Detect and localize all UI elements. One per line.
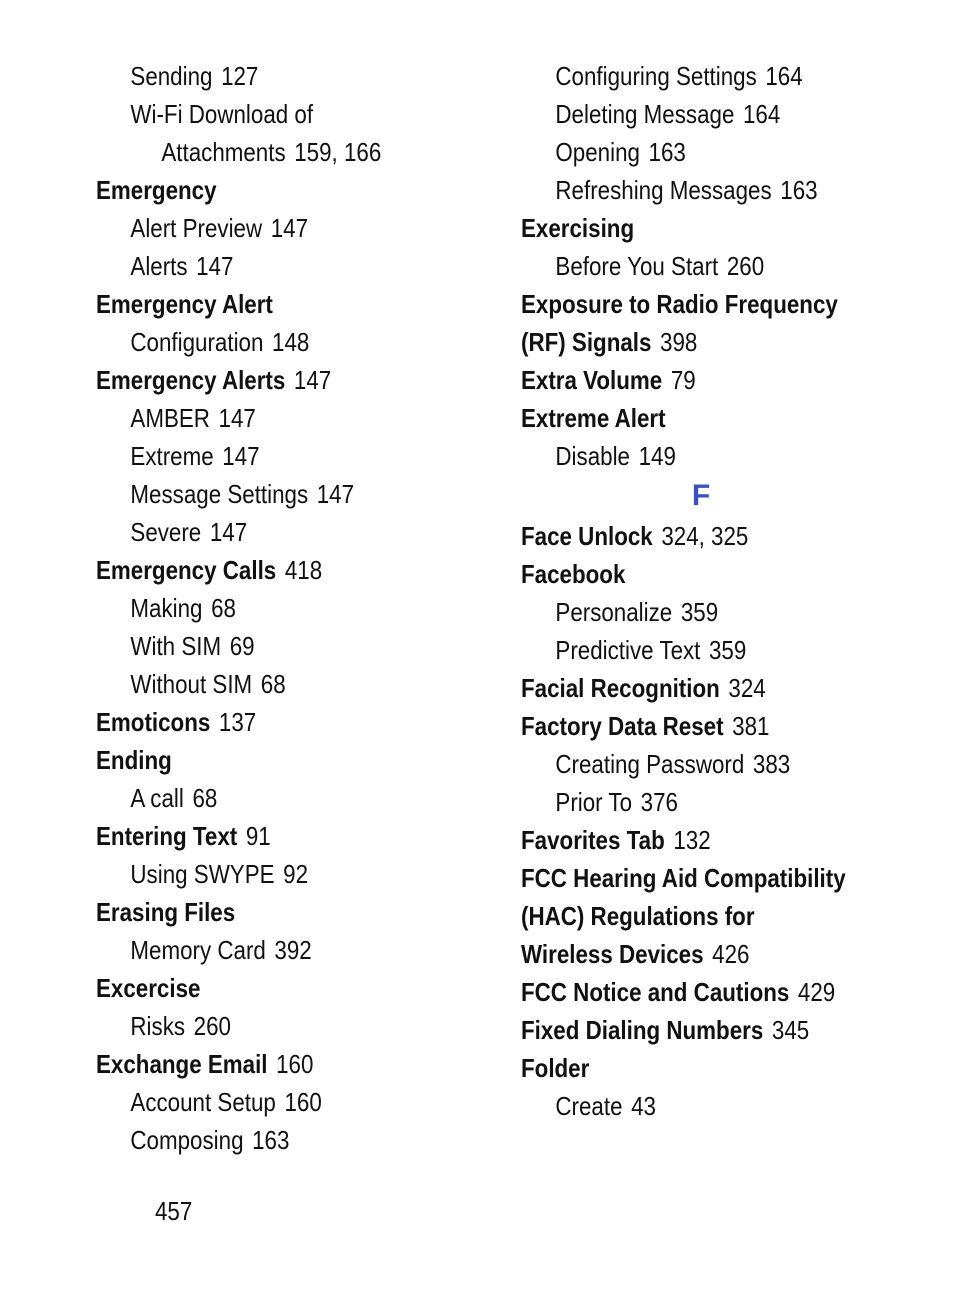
entry-term: Account Setup <box>130 1087 276 1117</box>
index-subentry <box>521 593 882 631</box>
entry-page-ref[interactable]: 260 <box>193 1011 231 1041</box>
entry-term: Face Unlock <box>521 521 653 551</box>
entry-term: Wi-Fi Download of <box>130 99 314 129</box>
entry-term: Emergency Alert <box>96 289 273 319</box>
index-entry <box>521 859 882 897</box>
entry-page-ref[interactable]: 260 <box>726 251 765 281</box>
entry-term: Creating Password <box>555 749 745 779</box>
index-entry <box>96 817 440 855</box>
index-entry <box>96 893 440 931</box>
entry-page-ref[interactable]: 398 <box>660 327 698 357</box>
entry-term: Emergency Alerts <box>96 365 286 395</box>
page-number: 457 <box>155 1196 193 1226</box>
entry-term: Composing <box>130 1125 244 1155</box>
entry-term: Prior To <box>555 787 633 817</box>
index-entry <box>521 285 882 323</box>
entry-term: Emergency <box>96 175 217 205</box>
entry-term: FCC Hearing Aid Compatibility <box>521 863 846 893</box>
index-subentry <box>521 133 882 171</box>
entry-page-ref[interactable]: 137 <box>218 707 257 737</box>
entry-term: Deleting Message <box>555 99 735 129</box>
entry-page-ref[interactable]: 159, 166 <box>294 137 382 167</box>
entry-page-ref[interactable]: 164 <box>742 99 781 129</box>
entry-term: Facebook <box>521 559 626 589</box>
index-entry <box>521 361 882 399</box>
index-subentry <box>96 855 440 893</box>
index-subentry <box>521 95 882 133</box>
entry-term: Facial Recognition <box>521 673 720 703</box>
index-entry <box>521 1011 882 1049</box>
entry-term: (HAC) Regulations for <box>521 901 755 931</box>
entry-term: Folder <box>521 1053 590 1083</box>
index-entry <box>96 741 440 779</box>
index-entry <box>521 669 882 707</box>
index-entry <box>521 821 882 859</box>
entry-term: With SIM <box>130 631 222 661</box>
index-entry <box>96 969 440 1007</box>
index-entry <box>521 897 882 935</box>
index-entry <box>96 361 440 399</box>
entry-page-ref[interactable]: 79 <box>670 365 696 395</box>
index-subentry <box>96 323 440 361</box>
index-entry <box>96 703 440 741</box>
index-subentry <box>96 589 440 627</box>
entry-page-ref[interactable]: 160 <box>284 1087 322 1117</box>
entry-page-ref[interactable]: 163 <box>648 137 686 167</box>
entry-page-ref[interactable]: 147 <box>316 479 355 509</box>
entry-page-ref[interactable]: 147 <box>222 441 260 471</box>
index-subentry <box>521 247 882 285</box>
index-subentry <box>521 745 882 783</box>
entry-page-ref[interactable]: 149 <box>638 441 676 471</box>
entry-page-ref[interactable]: 324, 325 <box>661 521 749 551</box>
entry-page-ref[interactable]: 359 <box>708 635 747 665</box>
entry-term: AMBER <box>130 403 210 433</box>
entry-term: Exercising <box>521 213 635 243</box>
entry-term: Configuring Settings <box>555 61 757 91</box>
entry-page-ref[interactable]: 147 <box>196 251 234 281</box>
entry-page-ref[interactable]: 164 <box>765 61 803 91</box>
index-subentry <box>96 931 440 969</box>
entry-term: Alerts <box>130 251 188 281</box>
index-subentry <box>521 631 882 669</box>
entry-page-ref[interactable]: 91 <box>245 821 271 851</box>
index-entry <box>521 517 882 555</box>
entry-term: Opening <box>555 137 640 167</box>
entry-term: Severe <box>130 517 202 547</box>
index-subentry <box>96 209 440 247</box>
entry-page-ref[interactable]: 426 <box>712 939 750 969</box>
index-entry <box>96 1045 440 1083</box>
entry-term: Memory Card <box>130 935 266 965</box>
entry-term: Making <box>130 593 203 623</box>
entry-term: Excercise <box>96 973 201 1003</box>
entry-term: Erasing Files <box>96 897 236 927</box>
entry-term: Without SIM <box>130 669 253 699</box>
entry-term: Exchange Email <box>96 1049 268 1079</box>
index-subentry <box>521 437 882 475</box>
entry-page-ref[interactable]: 418 <box>284 555 323 585</box>
index-entry <box>521 973 882 1011</box>
index-entry <box>96 551 440 589</box>
entry-page-ref[interactable]: 68 <box>260 669 286 699</box>
section-letter: F <box>691 479 711 512</box>
index-entry <box>521 935 882 973</box>
index-subentry <box>96 1121 440 1159</box>
index-subentry <box>96 513 440 551</box>
entry-term: Ending <box>96 745 172 775</box>
entry-page-ref[interactable]: 43 <box>631 1091 656 1121</box>
entry-term: Extra Volume <box>521 365 663 395</box>
entry-page-ref[interactable]: 148 <box>272 327 310 357</box>
entry-term: Alert Preview <box>130 213 263 243</box>
entry-page-ref[interactable]: 147 <box>293 365 332 395</box>
index-subentry <box>96 475 440 513</box>
entry-term: Personalize <box>555 597 673 627</box>
index-entry <box>521 323 882 361</box>
index-subentry <box>521 783 882 821</box>
entry-term: Configuration <box>130 327 264 357</box>
entry-page-ref[interactable]: 68 <box>192 783 218 813</box>
index-entry <box>521 209 882 247</box>
index-entry <box>96 171 440 209</box>
index-subentry <box>96 57 440 95</box>
entry-page-ref[interactable]: 160 <box>276 1049 314 1079</box>
entry-page-ref[interactable]: 127 <box>221 61 259 91</box>
index-subentry <box>96 1007 440 1045</box>
entry-page-ref[interactable]: 345 <box>771 1015 810 1045</box>
entry-page-ref[interactable]: 147 <box>209 517 248 547</box>
entry-term: Wireless Devices <box>521 939 704 969</box>
entry-term: Disable <box>555 441 630 471</box>
entry-term: Sending <box>130 61 213 91</box>
entry-term: Before You Start <box>555 251 719 281</box>
entry-term: Predictive Text <box>555 635 701 665</box>
entry-term: Using SWYPE <box>130 859 275 889</box>
index-column-left <box>96 57 496 1159</box>
index-subentry <box>521 171 882 209</box>
index-subentry <box>521 1087 882 1125</box>
entry-term: Create <box>555 1091 623 1121</box>
entry-page-ref[interactable]: 163 <box>780 175 818 205</box>
index-subentry <box>96 437 440 475</box>
entry-term: Attachments <box>161 137 286 167</box>
index-subentry <box>96 627 440 665</box>
entry-term: Fixed Dialing Numbers <box>521 1015 764 1045</box>
entry-page-ref[interactable]: 147 <box>218 403 256 433</box>
index-entry <box>96 285 440 323</box>
entry-page-ref[interactable]: 429 <box>797 977 836 1007</box>
index-subentry <box>521 57 882 95</box>
entry-term: Factory Data Reset <box>521 711 724 741</box>
entry-page-ref[interactable]: 132 <box>673 825 711 855</box>
index-subentry <box>96 95 440 133</box>
entry-page-ref[interactable]: 376 <box>640 787 678 817</box>
entry-page-ref[interactable]: 68 <box>211 593 236 623</box>
entry-term: (RF) Signals <box>521 327 652 357</box>
entry-page-ref[interactable]: 163 <box>252 1125 290 1155</box>
index-entry <box>521 555 882 593</box>
index-subentry <box>96 665 440 703</box>
entry-page-ref[interactable]: 324 <box>728 673 766 703</box>
entry-term: Favorites Tab <box>521 825 665 855</box>
index-subentry <box>96 1083 440 1121</box>
entry-term: A call <box>130 783 184 813</box>
entry-term: Extreme <box>130 441 214 471</box>
index-subentry <box>96 133 440 171</box>
entry-page-ref[interactable]: 147 <box>270 213 309 243</box>
entry-term: Exposure to Radio Frequency <box>521 289 838 319</box>
entry-term: Refreshing Messages <box>555 175 772 205</box>
index-column-right <box>521 57 941 1125</box>
entry-page-ref[interactable]: 359 <box>680 597 719 627</box>
entry-term: Emergency Calls <box>96 555 277 585</box>
entry-term: Emoticons <box>96 707 211 737</box>
index-entry <box>521 399 882 437</box>
entry-page-ref[interactable]: 381 <box>732 711 770 741</box>
index-subentry <box>96 399 440 437</box>
entry-page-ref[interactable]: 69 <box>229 631 255 661</box>
entry-term: Entering Text <box>96 821 238 851</box>
index-entry <box>521 1049 882 1087</box>
entry-term: Message Settings <box>130 479 309 509</box>
entry-page-ref[interactable]: 383 <box>752 749 791 779</box>
entry-term: FCC Notice and Cautions <box>521 977 790 1007</box>
entry-term: Extreme Alert <box>521 403 666 433</box>
entry-term: Risks <box>130 1011 186 1041</box>
entry-page-ref[interactable]: 92 <box>283 859 309 889</box>
entry-page-ref[interactable]: 392 <box>274 935 312 965</box>
index-subentry <box>96 247 440 285</box>
index-entry <box>521 707 882 745</box>
index-subentry <box>96 779 440 817</box>
